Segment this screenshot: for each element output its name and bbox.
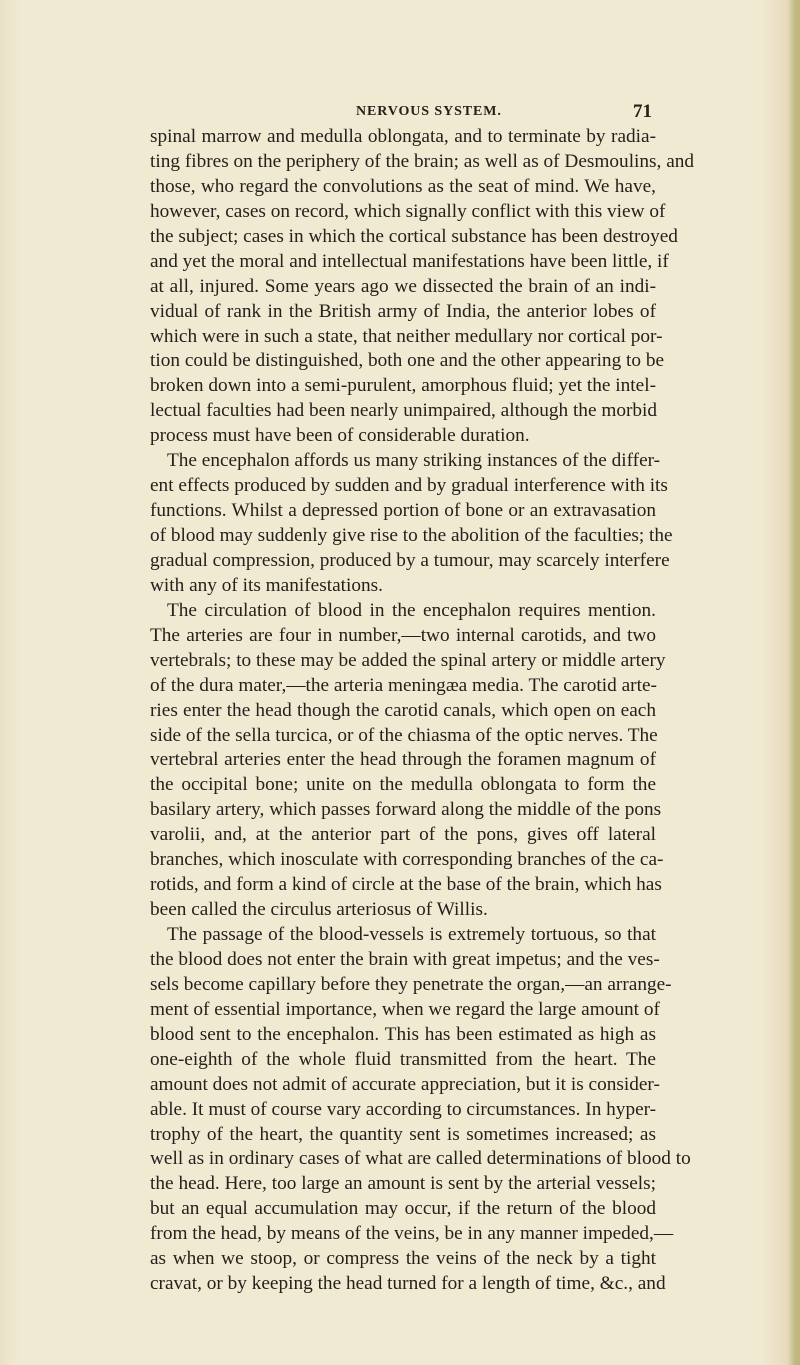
text-line: rotids, and form a kind of circle at the base of the brain, which has bbox=[150, 874, 662, 896]
text-line: with any of its manifestations. bbox=[150, 574, 383, 596]
running-head: NERVOUS SYSTEM. bbox=[356, 104, 502, 119]
text-line: gradual compression, produced by a tumour, may scarcely interfere bbox=[150, 549, 670, 571]
text-line: functions. Whilst a depressed portion of bone or an extravasation bbox=[150, 500, 656, 522]
text-line: vidual of rank in the British army of India, the anterior lobes of bbox=[150, 300, 656, 322]
text-line: from the head, by means of the veins, be in any manner impeded,— bbox=[150, 1223, 674, 1245]
page-edge bbox=[788, 0, 800, 1365]
text-line: of blood may suddenly give rise to the abolition of the faculties; the bbox=[150, 525, 673, 546]
text-line: able. It must of course vary according to circumstances. In hyper- bbox=[150, 1098, 657, 1120]
text-line: the head. Here, too large an amount is sent by the arterial vessels; bbox=[150, 1173, 656, 1195]
text-line: The arteries are four in number,—two internal carotids, and two bbox=[150, 624, 656, 646]
text-line: ries enter the head though the carotid canals, which open on each bbox=[150, 699, 656, 721]
text-line: and yet the moral and intellectual manifestations have been little, if bbox=[150, 250, 669, 272]
page-number: 71 bbox=[633, 101, 652, 122]
text-line: ent effects produced by sudden and by gradual interference with its bbox=[150, 475, 668, 497]
text-line: the blood does not enter the brain with great impetus; and the ves- bbox=[150, 948, 660, 970]
text-line: process must have been of considerable duration. bbox=[150, 425, 530, 447]
text-line: but an equal accumulation may occur, if the return of the blood bbox=[150, 1198, 656, 1220]
text-line: varolii, and, at the anterior part of the pons, gives off lateral bbox=[150, 824, 656, 846]
text-line: trophy of the heart, the quantity sent is sometimes increased; as bbox=[150, 1123, 656, 1145]
body-text bbox=[150, 125, 695, 1297]
text-line: broken down into a semi-purulent, amorphous fluid; yet the intel- bbox=[150, 375, 656, 397]
text-line: side of the sella turcica, or of the chiasma of the optic nerves. The bbox=[150, 724, 658, 746]
text-line: of the dura mater,—the arteria meningæa media. The carotid arte- bbox=[150, 674, 657, 696]
text-line: however, cases on record, which signally conflict with this view of bbox=[150, 200, 666, 222]
text-line: ment of essential importance, when we regard the large amount of bbox=[150, 998, 660, 1020]
text-line: amount does not admit of accurate appreciation, but it is consider- bbox=[150, 1073, 660, 1095]
text-line: the occipital bone; unite on the medulla oblongata to form the bbox=[150, 774, 656, 796]
text-line: those, who regard the convolutions as the seat of mind. We have, bbox=[150, 175, 656, 197]
text-line: which were in such a state, that neither medullary nor cortical por- bbox=[150, 325, 663, 347]
text-line: ting fibres on the periphery of the brain; as well as of Desmoulins, and bbox=[150, 150, 695, 172]
text-line: vertebral arteries enter the head through the foramen magnum of bbox=[150, 749, 656, 771]
text-line: the subject; cases in which the cortical substance has been destroyed bbox=[150, 225, 678, 247]
text-line: vertebrals; to these may be added the spinal artery or middle artery bbox=[150, 649, 666, 671]
text-line: one-eighth of the whole fluid transmitted from the heart. The bbox=[150, 1048, 656, 1070]
text-line: branches, which inosculate with corresponding branches of the ca- bbox=[150, 849, 664, 871]
text-line: as when we stoop, or compress the veins of the neck by a tight bbox=[150, 1248, 656, 1270]
text-line: blood sent to the encephalon. This has been estimated as high as bbox=[150, 1023, 656, 1045]
text-line: cravat, or by keeping the head turned for a length of time, &c., and bbox=[150, 1273, 666, 1295]
text-line: lectual faculties had been nearly unimpaired, although the morbid bbox=[150, 400, 658, 422]
text-line: at all, injured. Some years ago we dissected the brain of an indi- bbox=[150, 275, 656, 297]
text-line: The encephalon affords us many striking instances of the differ- bbox=[167, 450, 661, 472]
text-line: spinal marrow and medulla oblongata, and to terminate by radia- bbox=[150, 126, 656, 147]
text-line: The passage of the blood-vessels is extremely tortuous, so that bbox=[167, 924, 656, 945]
text-line: been called the circulus arteriosus of Willis. bbox=[150, 899, 488, 921]
text-line: sels become capillary before they penetrate the organ,—an arrange- bbox=[150, 973, 672, 995]
text-line: The circulation of blood in the encephalon requires mention. bbox=[167, 599, 656, 621]
text-line: basilary artery, which passes forward along the middle of the pons bbox=[150, 799, 662, 821]
text-line: well as in ordinary cases of what are called determinations of blood to bbox=[150, 1148, 691, 1170]
text-line: tion could be distinguished, both one and the other appearing to be bbox=[150, 350, 665, 372]
